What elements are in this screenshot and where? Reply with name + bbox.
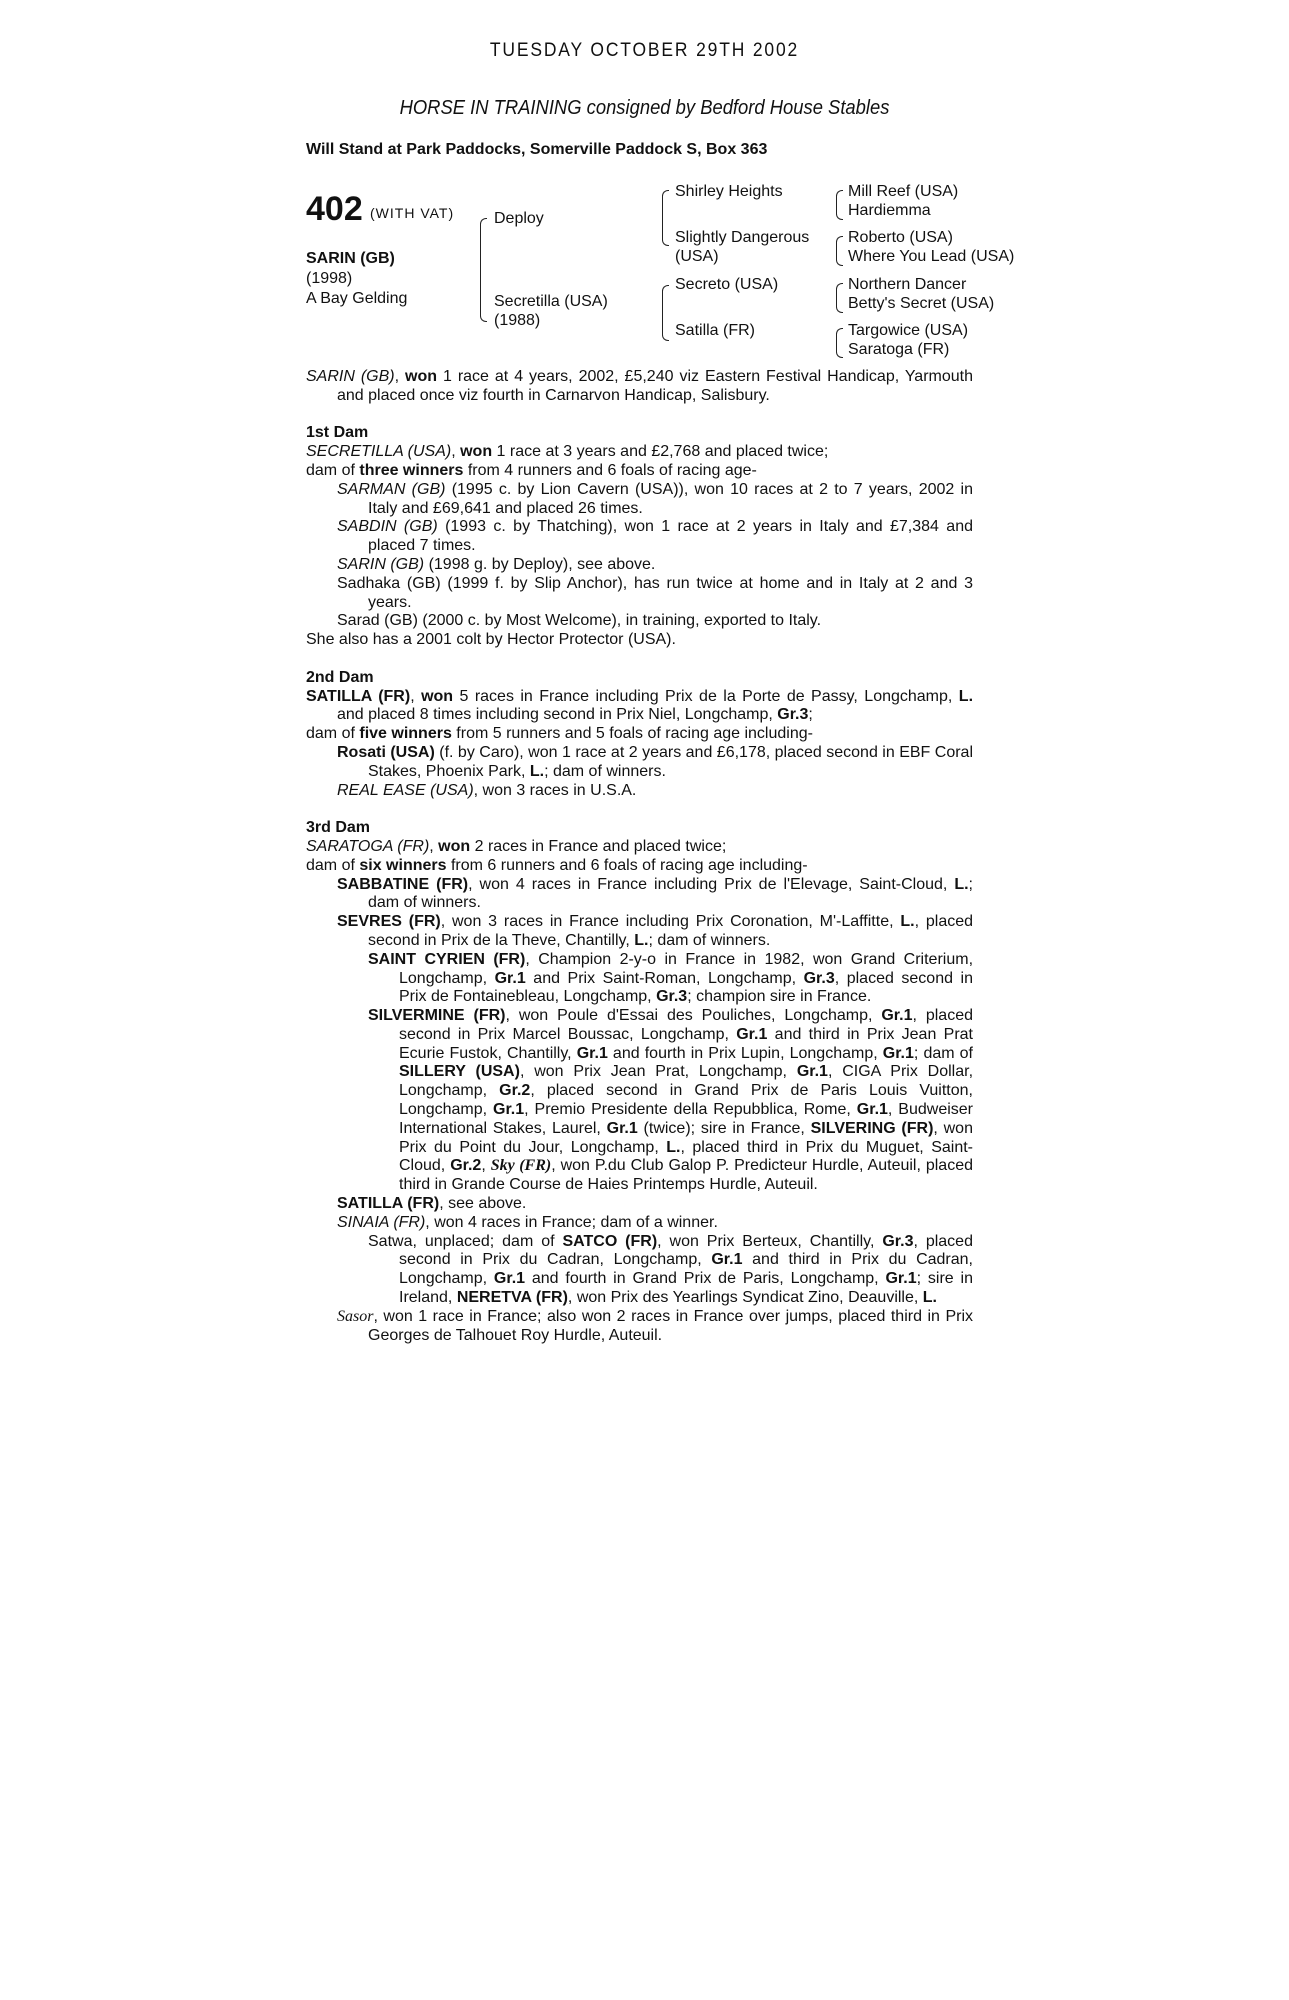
offspring-text: ; dam of winners. [544,762,666,780]
listed-label: L. [922,1289,937,1307]
offspring-text: and third in Prix Jean Prat Ecurie Fustok, Chantilly, [399,1025,973,1062]
pedigree-brace-dam [662,285,669,341]
second-dam-heading: 2nd Dam [306,668,374,686]
listed-label: L. [958,687,974,705]
offspring-text: ; dam of [913,1044,974,1062]
listed-label: L. [634,931,649,949]
pedigree-brace-g3 [836,283,843,313]
race-record-intro: SARIN (GB), won 1 race at 4 years, 2002, £5,240 viz Eastern Festival Handicap, Yarmouth and placed once viz fourth in Carnarvon Handicap, Salisbury. [306,368,973,404]
pedigree-dam-year: (1988) [494,312,541,329]
offspring-text: , placed second in Prix de la Theve, Chantilly, [368,913,974,949]
listed-label: L. [900,913,915,931]
offspring-item [306,913,973,951]
grand-offspring-item [306,951,973,1007]
offspring-item [306,744,973,782]
offspring-text: , won 4 races in France including Prix de l'Elevage, Saint-Cloud, [468,875,955,893]
group-label: Gr.2 [499,1082,531,1100]
horse-year: (1998) [306,270,353,287]
offspring-text: , won Prix du Point du Jour, Longchamp, [399,1119,973,1156]
offspring-text: , won Prix Berteux, Chantilly, [657,1232,883,1250]
group-label: Gr.3 [777,706,809,724]
offspring-text: ; dam of winners. [648,931,771,949]
pedigree-dam: Secretilla (USA) [494,293,608,310]
listed-label: L. [529,762,545,780]
offspring-text: , Premio Presidente della Repubblica, Rome, [524,1101,857,1119]
winners-count: six winners [359,856,447,874]
offspring-name: SARIN (GB) [337,555,425,573]
pedigree-brace-g4 [836,328,843,358]
offspring-text: ; dam of winners. [368,875,973,912]
pedigree-gg-8: Saratoga (FR) [848,341,950,358]
offspring-text: and third in Prix du Cadran, Longchamp, [399,1251,973,1288]
group-label: Gr.1 [736,1025,768,1043]
winners-count: three winners [359,461,464,479]
record-text: ; [808,706,813,724]
pedigree-gg-1: Mill Reef (USA) [848,183,959,200]
group-label: Gr.1 [606,1119,638,1137]
offspring-item [306,782,973,801]
won-label: won [405,368,438,385]
offspring-name: Sasor [337,1307,374,1325]
offspring-text: , won Prix des Yearlings Syndicat Zino, Deauville, [567,1289,923,1307]
won-label: won [421,687,454,705]
offspring-text: , Budweiser International Stakes, Laurel, [399,1101,974,1137]
offspring-name: SAINT CYRIEN (FR) [368,950,526,968]
offspring-name: SILVERING (FR) [810,1119,934,1137]
offspring-text: , won P.du Club Galop P. Predicteur Hurdle, Auteuil, placed third in Grande Course de Haies Printemps Hurdle, Auteuil. [399,1157,973,1194]
offspring-name: REAL EASE (USA) [337,781,474,799]
record-text: 5 races in France including Prix de la Porte de Passy, Longchamp, [453,687,959,705]
offspring-text: (1993 c. by Thatching), won 1 race at 2 years in Italy and £7,384 and placed 7 times. [368,518,974,555]
sale-date: TUESDAY OCTOBER 29TH 2002 [489,40,800,61]
vat-note: (WITH VAT) [370,205,455,221]
listed-label: L. [954,875,969,893]
offspring-text: (f. by Caro), won 1 race at 2 years and £6,178, placed second in EBF Coral Stakes, Phoenix Park, [368,743,974,780]
offspring-item [306,876,973,914]
dam-of-text: from 4 runners and 6 foals of racing age- [463,461,757,479]
third-dam-name: SARATOGA (FR) [306,837,430,855]
first-dam-name: SECRETILLA (USA) [306,443,452,461]
offspring-text: Sarad (GB) (2000 c. by Most Welcome), in training, exported to Italy. [337,612,822,630]
group-label: Gr.1 [881,1007,913,1025]
offspring-item [306,518,973,556]
dam-of-text: from 5 runners and 5 foals of racing age including- [451,725,813,743]
group-label: Gr.3 [882,1232,914,1250]
pedigree-brace-main [480,218,487,322]
pedigree-brace-sire [662,190,669,246]
first-dam-heading: 1st Dam [306,424,369,442]
pedigree-gg-3: Roberto (USA) [848,229,953,246]
group-label: Gr.1 [494,969,526,987]
dam-of-label: dam of [306,856,360,874]
offspring-text: , placed second in Prix de Fontainebleau, Longchamp, [399,969,973,1006]
group-label: Gr.1 [856,1101,888,1119]
offspring-name: SABBATINE (FR) [337,875,469,893]
offspring-text: , placed third in Prix du Muguet, Saint-Cloud, [399,1138,973,1175]
pedigree-gg-2: Hardiemma [848,202,931,219]
first-dam-produce [306,462,973,481]
dam-of-text: from 6 runners and 6 foals of racing age including- [446,856,808,874]
offspring-name: SEVRES (FR) [337,913,441,931]
offspring-name: SATILLA (FR) [337,1195,440,1213]
race-record-text: 1 race at 4 years, 2002, £5,240 viz Eastern Festival Handicap, Yarmouth and placed once viz fourth in Carnarvon Handicap, Salisbury. [337,368,973,404]
third-dam-produce [306,857,973,876]
offspring-name: SABDIN (GB) [337,518,438,536]
won-label: won [460,443,493,461]
group-label: Gr.1 [796,1063,828,1081]
group-label: Gr.1 [493,1270,526,1288]
offspring-text: ; sire in Ireland, [399,1270,973,1307]
offspring-text: , won 3 races in France including Prix Coronation, M'-Laffitte, [440,913,901,931]
group-label: Gr.1 [711,1251,743,1269]
third-dam-text: 2 races in France and placed twice; [470,837,727,855]
grand-offspring-item [306,1233,973,1308]
offspring-text: , placed second in Prix du Cadran, Longchamp, [399,1232,973,1269]
first-dam-also: She also has a 2001 colt by Hector Protector (USA). [306,631,676,649]
grand-offspring-item [306,1007,973,1195]
record-text: and placed 8 times including second in Prix Niel, Longchamp, [337,706,778,724]
pedigree-gg-7: Targowice (USA) [848,322,969,339]
pedigree-sire-dam: Slightly Dangerous [675,229,810,246]
dam-of-label: dam of [306,725,360,743]
offspring-text: , won 4 races in France; dam of a winner. [425,1213,718,1231]
second-dam-produce [306,725,973,744]
offspring-text: , see above. [439,1195,527,1213]
offspring-item [306,481,973,519]
offspring-item [306,1214,973,1233]
listed-label: L. [666,1138,681,1156]
offspring-text: (1998 g. by Deploy), see above. [424,555,656,573]
third-dam-heading: 3rd Dam [306,819,371,837]
horse-description: A Bay Gelding [306,290,408,307]
pedigree-gg-5: Northern Dancer [848,276,967,293]
offspring-name: NERETVA (FR) [456,1289,568,1307]
pedigree-dam-dam: Satilla (FR) [675,322,756,339]
offspring-item [306,1308,973,1346]
second-dam-record: SATILLA (FR), won 5 races in France including Prix de la Porte de Passy, Longchamp, L. and placed 8 times including second in Prix Niel, Longchamp, Gr.3; [306,687,974,724]
group-label: Gr.1 [493,1101,525,1119]
third-dam-record: SARATOGA (FR), won 2 races in France and placed twice; [306,837,727,855]
pedigree-dam-sire: Secreto (USA) [675,276,779,293]
offspring-text: , won 3 races in U.S.A. [473,781,637,799]
offspring-name: SILLERY (USA) [399,1063,520,1081]
first-dam-record: SECRETILLA (USA), won 1 race at 3 years and £2,768 and placed twice; [306,443,829,461]
dam-of-label: dam of [306,461,360,479]
second-dam-name: SATILLA (FR) [306,687,411,705]
offspring-text: , placed second in Prix Marcel Boussac, Longchamp, [399,1007,974,1043]
offspring-text: , CIGA Prix Dollar, Longchamp, [399,1063,974,1100]
offspring-name: Rosati (USA) [337,743,435,761]
consignment-line: HORSE IN TRAINING consigned by Bedford House Stables [399,97,890,119]
group-label: Gr.3 [656,988,688,1006]
offspring-text: (twice); sire in France, [637,1119,811,1137]
winners-count: five winners [359,725,452,743]
offspring-text: , won 1 race in France; also won 2 races in France over jumps, placed third in Prix Georges de Talhouet Roy Hurdle, Auteuil. [368,1307,973,1344]
pedigree-brace-g2 [836,236,843,266]
offspring-text: , won Poule d'Essai des Pouliches, Longchamp, [505,1007,882,1025]
pedigree-sire-dam-country: (USA) [675,248,719,265]
offspring-text: , placed second in Grand Prix de Paris Louis Vuitton, Longchamp, [399,1082,973,1119]
offspring-name: SINAIA (FR) [337,1213,426,1231]
offspring-text: (1995 c. by Lion Cavern (USA)), won 10 races at 2 to 7 years, 2002 in Italy and £69,641 and placed 26 times. [368,480,974,517]
offspring-name: SARMAN (GB) [337,480,446,498]
offspring-text: , won Prix Jean Prat, Longchamp, [519,1063,797,1081]
stand-location: Will Stand at Park Paddocks, Somerville Paddock S, Box 363 [306,141,768,158]
pedigree-gg-6: Betty's Secret (USA) [848,295,995,312]
offspring-name: SATCO (FR) [562,1232,658,1250]
group-label: Gr.1 [576,1044,608,1062]
group-label: Gr.1 [885,1270,917,1288]
group-label: Gr.2 [450,1157,482,1175]
offspring-name: SILVERMINE (FR) [368,1007,506,1025]
horse-name-ref: SARIN (GB) [306,368,395,385]
won-label: won [438,837,471,855]
offspring-text: and fourth in Prix Lupin, Longchamp, [607,1044,883,1062]
offspring-item [306,556,973,575]
offspring-item [306,1195,973,1214]
group-label: Gr.3 [803,969,835,987]
group-label: Gr.1 [882,1044,914,1062]
offspring-text: ; champion sire in France. [687,988,872,1006]
lot-number: 402 [306,190,363,228]
pedigree-sire-sire: Shirley Heights [675,183,783,200]
offspring-text: , Champion 2-y-o in France in 1982, won Grand Criterium, Longchamp, [399,950,974,987]
offspring-item [306,575,973,613]
pedigree-brace-g1 [836,190,843,220]
catalogue-body [306,368,973,1345]
first-dam-text: 1 race at 3 years and £2,768 and placed twice; [492,443,829,461]
pedigree-sire: Deploy [494,210,544,227]
offspring-text: and fourth in Grand Prix de Paris, Longchamp, [525,1270,886,1288]
offspring-name: Sky (FR) [490,1157,552,1175]
pedigree-gg-4: Where You Lead (USA) [848,248,1015,265]
offspring-text: and Prix Saint-Roman, Longchamp, [525,969,804,987]
offspring-item [306,612,973,631]
offspring-text: , [481,1157,491,1175]
horse-name: SARIN (GB) [306,250,395,267]
offspring-text: Sadhaka (GB) (1999 f. by Slip Anchor), has run twice at home and in Italy at 2 and 3 years. [337,574,973,611]
offspring-text: Satwa, unplaced; dam of [368,1232,563,1250]
